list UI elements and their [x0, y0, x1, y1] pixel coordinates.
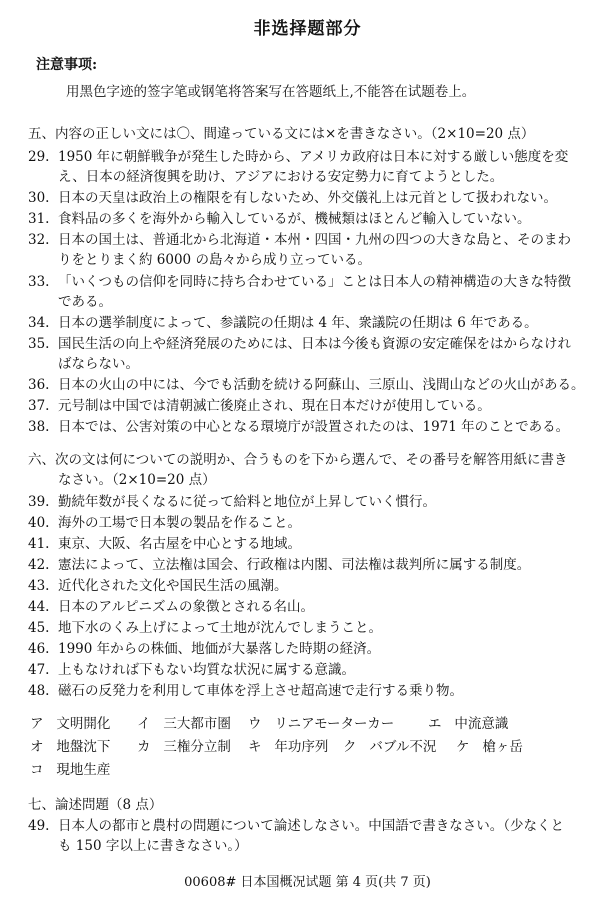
question-42 — [28, 553, 530, 573]
question-text: 国民生活の向上や経済発展のためには、日本は今後も資源の安定確保をはからなけれ — [58, 336, 571, 352]
option-ku — [343, 735, 436, 755]
question-29 — [28, 145, 568, 165]
option-o — [30, 735, 110, 755]
option-key: イ — [137, 716, 151, 732]
option-ki — [248, 735, 328, 755]
question-text: 「いくつもの信仰を同時に持ち合わせている」ことは日本人の精神構造の大きな特徴 — [58, 274, 571, 290]
option-text: 年功序列 — [274, 739, 329, 755]
question-33-cont: である。 — [58, 294, 112, 310]
question-text: 日本の国土は、普通北から北海道・本州・四国・九州の四つの大きな島と、そのまわ — [58, 232, 571, 248]
question-number: 31. — [28, 211, 50, 227]
question-32 — [28, 228, 571, 248]
question-49-cont: も 150 字以上に書きなさい。） — [58, 838, 248, 854]
option-text: 三大都市圏 — [163, 716, 231, 732]
question-43 — [28, 574, 288, 594]
question-number: 35. — [28, 336, 50, 352]
question-number: 36. — [28, 377, 50, 393]
question-34 — [28, 311, 538, 331]
section6-header: 六、次の文は何についての説明か、合うものを下から選んで、その番号を解答用紙に書き — [28, 452, 568, 468]
question-31 — [28, 207, 531, 227]
question-number: 48. — [28, 683, 50, 699]
question-41 — [28, 532, 301, 552]
section7-header: 七、論述問題（8 点） — [28, 797, 163, 813]
option-key: コ — [30, 762, 44, 778]
question-number: 32. — [28, 232, 50, 248]
notice-heading: 注意事项: — [36, 57, 98, 73]
option-key: キ — [248, 739, 262, 755]
option-key: ウ — [248, 716, 262, 732]
question-text: 日本人の都市と農村の問題について論述しなさい。中国語で書きなさい。（少なくと — [58, 818, 564, 834]
option-ko — [30, 758, 110, 778]
question-text: 日本の天皇は政治上の権限を有しないため、外交儀礼上は元首として扱われない。 — [58, 190, 557, 206]
question-text: 地下水のくみ上げによって土地が沈んでしまうこと。 — [58, 620, 382, 636]
option-text: 文明開化 — [56, 716, 111, 732]
question-number: 43. — [28, 578, 50, 594]
question-text: 1950 年に朝鮮戦争が発生した時から、アメリカ政府は日本に対する厳しい態度を変 — [58, 149, 569, 165]
option-text: 中流意識 — [454, 716, 509, 732]
option-i — [137, 712, 231, 732]
question-number: 40. — [28, 515, 50, 531]
question-number: 44. — [28, 599, 50, 615]
question-number: 37. — [28, 398, 50, 414]
question-29-cont: え、日本の経済復興を助け、アジアにおける安定勢力に育てようとした。 — [58, 169, 504, 185]
question-38 — [28, 415, 569, 435]
question-30 — [28, 186, 557, 206]
question-text: 日本のアルピニズムの象徴とされる名山。 — [58, 599, 314, 615]
question-48 — [28, 679, 463, 699]
question-45 — [28, 616, 382, 636]
question-text: 東京、大阪、名古屋を中心とする地域。 — [58, 536, 301, 552]
option-key: オ — [30, 739, 44, 755]
question-number: 33. — [28, 274, 50, 290]
option-text: 三権分立制 — [163, 739, 231, 755]
option-e — [428, 712, 508, 732]
section6-header-cont: なさい。（2×10=20 点） — [58, 472, 216, 488]
question-text: 憲法によって、立法権は国会、行政権は内閣、司法権は裁判所に属する制度。 — [58, 557, 531, 573]
question-number: 47. — [28, 662, 50, 678]
question-number: 38. — [28, 419, 50, 435]
question-text: 磁石の反発力を利用して車体を浮上させ超高速で走行する乗り物。 — [58, 683, 463, 699]
section5-header: 五、内容の正しい文には〇、間違っている文には×を書きなさい。（2×10=20 点） — [28, 126, 535, 142]
question-number: 30. — [28, 190, 50, 206]
question-text: 上もなければ下もない均質な状況に属する意識。 — [58, 662, 355, 678]
question-47 — [28, 658, 355, 678]
question-number: 46. — [28, 641, 50, 657]
question-39 — [28, 490, 436, 510]
question-49 — [28, 814, 564, 834]
option-key: カ — [137, 739, 151, 755]
question-35 — [28, 332, 571, 352]
option-key: エ — [428, 716, 442, 732]
question-text: 日本の火山の中には、今でも活動を続ける阿蘇山、三原山、浅間山などの火山がある。 — [58, 377, 585, 393]
notice-text: 用黑色字迹的签字笔或钢笔将答案写在答题纸上,不能答在试题卷上。 — [66, 84, 476, 100]
question-number: 29. — [28, 149, 50, 165]
question-text: 日本では、公害対策の中心となる環境庁が設置されたのは、1971 年のことである。 — [58, 419, 570, 435]
page-title: 非选择题部分 — [253, 19, 362, 39]
option-text: 槍ヶ岳 — [482, 739, 523, 755]
question-35-cont: ばならない。 — [58, 356, 139, 372]
question-text: 1990 年からの株価、地価が大暴落した時期の経済。 — [58, 641, 381, 657]
option-text: バブル不況 — [369, 739, 437, 755]
option-text: 現地生産 — [56, 762, 111, 778]
question-number: 39. — [28, 494, 50, 510]
question-37 — [28, 394, 491, 414]
question-text: 食料品の多くを海外から輸入しているが、機械類はほとんど輸入していない。 — [58, 211, 531, 227]
option-ke — [456, 735, 523, 755]
option-a — [30, 712, 110, 732]
question-number: 49. — [28, 818, 50, 834]
option-text: 地盤沈下 — [56, 739, 111, 755]
page-footer: 00608# 日本国概况试题 第 4 页(共 7 页) — [184, 875, 431, 890]
question-32-cont: りをとりまく約 6000 の島々から成り立っている。 — [58, 252, 371, 268]
option-text: リニアモーターカー — [274, 716, 395, 732]
option-key: ク — [343, 739, 357, 755]
question-text: 日本の選挙制度によって、参議院の任期は 4 年、衆議院の任期は 6 年である。 — [58, 315, 538, 331]
question-40 — [28, 511, 301, 531]
question-44 — [28, 595, 314, 615]
question-36 — [28, 373, 585, 393]
question-text: 元号制は中国では清朝滅亡後廃止され、現在日本だけが使用している。 — [58, 398, 491, 414]
question-text: 勤続年数が長くなるに従って給料と地位が上昇していく慣行。 — [58, 494, 436, 510]
question-number: 34. — [28, 315, 50, 331]
question-33 — [28, 270, 571, 290]
question-number: 41. — [28, 536, 50, 552]
question-number: 42. — [28, 557, 50, 573]
question-text: 近代化された文化や国民生活の風潮。 — [58, 578, 288, 594]
question-46 — [28, 637, 380, 657]
question-number: 45. — [28, 620, 50, 636]
option-ka — [137, 735, 231, 755]
option-key: ア — [30, 716, 44, 732]
question-text: 海外の工場で日本製の製品を作ること。 — [58, 515, 301, 531]
option-key: ケ — [456, 739, 470, 755]
option-u — [248, 712, 394, 732]
